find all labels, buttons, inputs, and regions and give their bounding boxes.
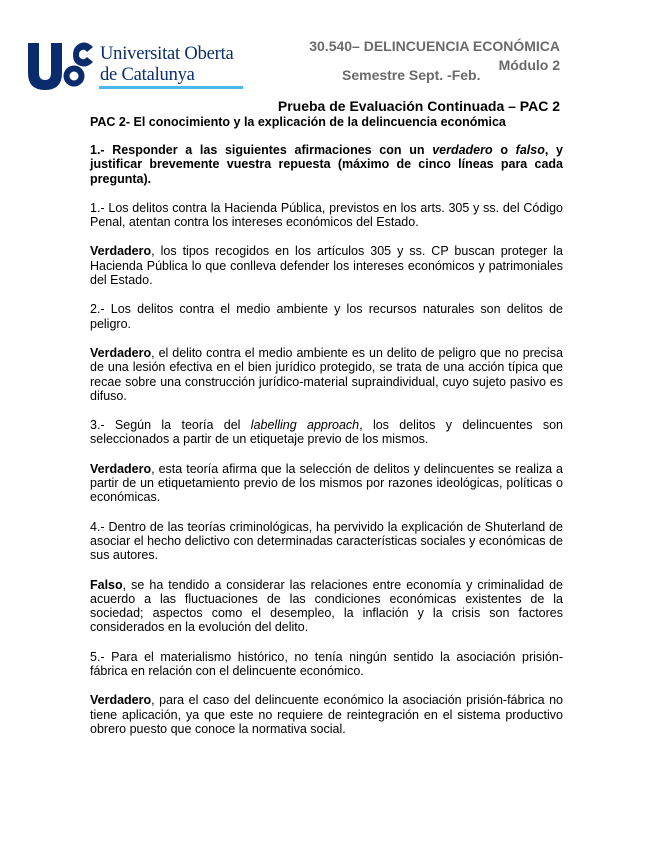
instruction-em-true: verdadero <box>432 143 493 157</box>
answer-verdict: Verdadero <box>90 693 152 708</box>
answer-text: , se ha tendido a considerar las relaciones entre economía y criminalidad de acuerdo a las fluctuaciones de las condiciones económicas existentes de la sociedad; aspectos como el desempleo, la inflación y la crisis son factores considerados en la evolución del delito. <box>90 577 563 635</box>
question-text: , los delitos y delincuentes son seleccionados a partir de un etiquetaje previo de los mismos. <box>90 418 564 447</box>
instruction-text: 1.- Responder a las siguientes afirmaciones con un <box>90 143 433 157</box>
answer-text: , esta teoría afirma que la selección de delitos y delincuentes se realiza a partir de un etiquetamiento previo de los mismos por razones ideológicas, políticas o económicas. <box>90 461 563 505</box>
uoc-logo-mark <box>27 40 95 94</box>
answer-text: , para el caso del delincuente económico la asociación prisión-fábrica no tiene aplicación, ya que este no requiere de reintegración en el sistema productivo obrero puesto que conoce la normativa social. <box>90 693 563 736</box>
answer-text: , el delito contra el medio ambiente es un delito de peligro que no precisa de una lesión efectiva en el bien jurídico protegido, se trata de una acción típica que recae sobre una construcción jurídico-material supraindividual, cuyo sujeto pasivo es difuso. <box>90 345 563 403</box>
question-text: 3.- Según la teoría del <box>90 418 251 433</box>
answer-2 <box>90 346 563 403</box>
document-body <box>90 143 563 751</box>
answer-text: , los tipos recogidos en los artículos 305 y ss. CP buscan proteger la Hacienda Pública lo que conlleva defender los intereses económicos y patrimoniales del Estado. <box>90 244 563 288</box>
semester-label: Semestre Sept. -Feb. <box>342 67 481 83</box>
question-term: labelling approach <box>250 418 360 433</box>
answer-verdict: Verdadero <box>90 461 152 476</box>
answer-3 <box>90 462 563 505</box>
uoc-logo <box>27 40 247 94</box>
document-title: Prueba de Evaluación Continuada – PAC 2 <box>277 98 560 114</box>
answer-1 <box>90 244 563 287</box>
document-subtitle: PAC 2- El conocimiento y la explicación de la delincuencia económica <box>90 115 506 129</box>
question-5: 5.- Para el materialismo histórico, no tenía ningún sentido la asociación prisión-fábrica en relación con el delincuente económico. <box>90 649 563 679</box>
question-1: 1.- Los delitos contra la Hacienda Pública, previstos en los arts. 305 y ss. del Código Penal, atentan contra los intereses económicos del Estado. <box>90 200 563 230</box>
module-label: Módulo 2 <box>498 57 560 73</box>
answer-5 <box>90 693 563 736</box>
question-3 <box>90 418 563 447</box>
answer-verdict: Verdadero <box>90 244 152 259</box>
institution-line-2: de Catalunya <box>100 65 195 85</box>
instruction-text: , y justificar brevemente vuestra repuesta (máximo de cinco líneas para cada pregunta). <box>90 143 563 186</box>
answer-verdict: Falso <box>90 577 123 592</box>
answer-4 <box>90 578 563 635</box>
question-4: 4.- Dentro de las teorías criminológicas, ha pervivido la explicación de Shuterland de asociar el hecho delictivo con determinadas características sociales y económicas de sus autores. <box>90 519 563 563</box>
institution-name <box>100 44 234 86</box>
course-code: 30.540– DELINCUENCIA ECONÓMICA <box>309 38 560 54</box>
logo-underline <box>99 86 243 89</box>
answer-verdict: Verdadero <box>90 345 152 360</box>
instruction-em-false: falso <box>515 143 545 157</box>
question-2: 2.- Los delitos contra el medio ambiente y los recursos naturales son delitos de peligro. <box>90 302 563 331</box>
instruction-paragraph <box>90 143 563 186</box>
institution-line-1: Universitat Oberta <box>100 44 234 64</box>
instruction-text: o <box>492 143 516 157</box>
